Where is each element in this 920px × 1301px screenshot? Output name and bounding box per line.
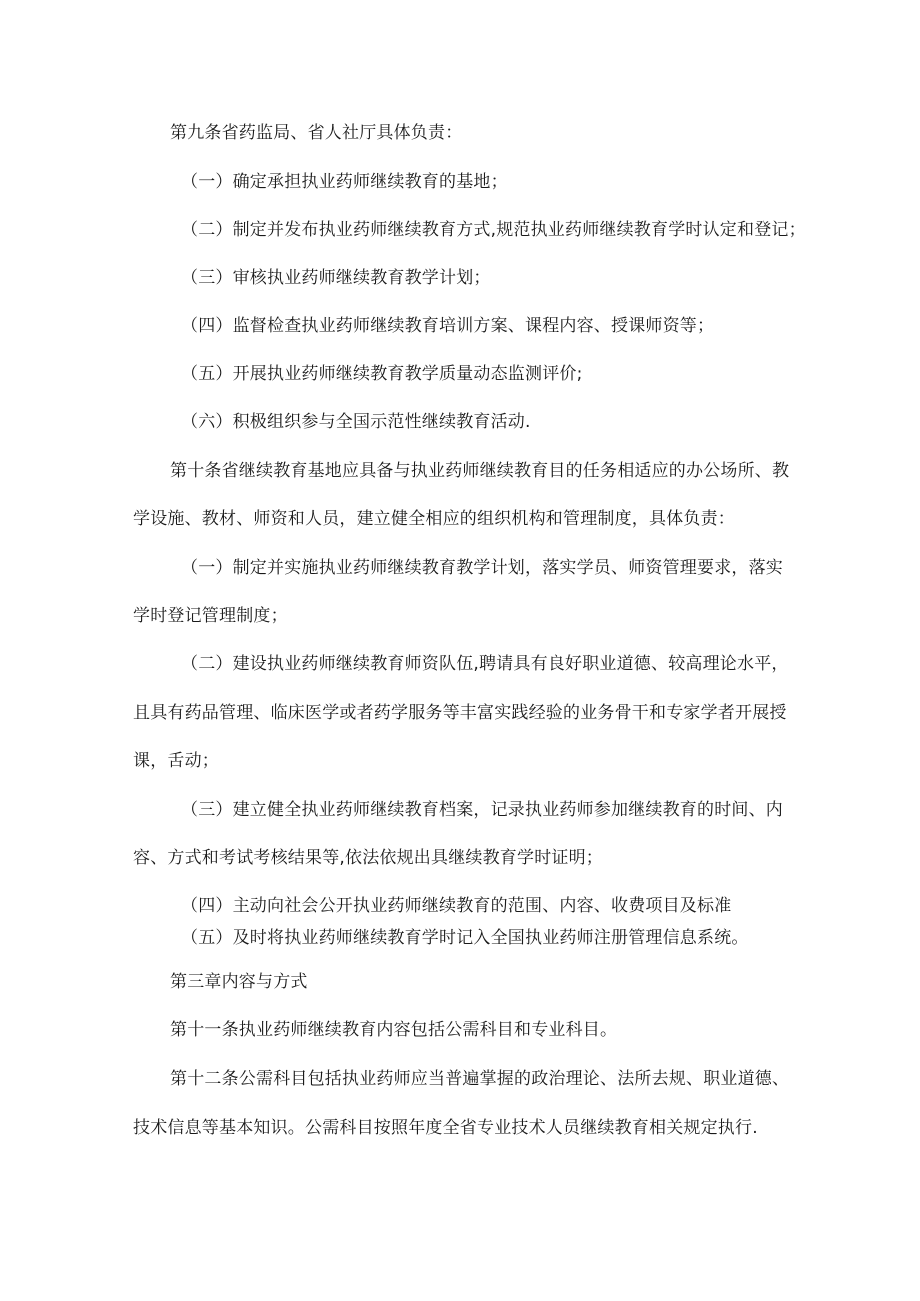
- article-10-item-1-line-2: 学时登记管理制度；: [133, 606, 288, 626]
- article-10-item-4: （四）主动向社会公开执业药师继续教育的范围、内容、收费项目及标准: [181, 896, 732, 916]
- article-10-item-3-line-1: （三）建立健全执业药师继续教育档案，记录执业药师参加继续教育的时间、内: [181, 800, 783, 820]
- article-12-line-2: 技术信息等基本知识。公需科目按照年度全省专业技术人员继续教育相关规定执行.: [133, 1118, 758, 1138]
- chapter-3-heading: 第三章内容与方式: [170, 972, 308, 992]
- article-9-item-3: （三）审核执业药师继续教育教学计划；: [181, 268, 491, 288]
- article-10-item-1-line-1: （一）制定并实施执业药师继续教育教学计划，落实学员、师资管理要求，落实: [181, 558, 783, 578]
- article-11: 第十一条执业药师继续教育内容包括公需科目和专业科目。: [170, 1020, 618, 1040]
- article-10-item-2-line-1: （二）建设执业药师继续教育师资队伍,聘请具有良好职业道德、较高理论水平，: [181, 654, 789, 674]
- article-10-paragraph-line-2: 学设施、教材、师资和人员，建立健全相应的组织机构和管理制度，具体负责：: [133, 509, 735, 529]
- article-10-item-2-line-2: 且具有药品管理、临床医学或者药学服务等丰富实践经验的业务骨干和专家学者开展授: [133, 703, 787, 723]
- article-9-item-2: （二）制定并发布执业药师继续教育方式,规范执业药师继续教育学时认定和登记；: [181, 220, 806, 240]
- article-12-line-1: 第十二条公需科目包括执业药师应当普遍掌握的政治理论、法所去规、职业道德、: [170, 1069, 790, 1089]
- article-9-item-4: （四）监督检查执业药师继续教育培训方案、课程内容、授课师资等；: [181, 316, 715, 336]
- article-9-heading: 第九条省药监局、省人社厅具体负责：: [170, 123, 463, 143]
- article-10-paragraph-line-1: 第十条省继续教育基地应具备与执业药师继续教育目的任务相适应的办公场所、教: [170, 461, 790, 481]
- article-10-item-5: （五）及时将执业药师继续教育学时记入全国执业药师注册管理信息系统。: [181, 928, 749, 948]
- article-10-item-2-line-3: 课，舌动；: [133, 751, 219, 771]
- article-9-item-1: （一）确定承担执业药师继续教育的基地；: [181, 172, 508, 192]
- article-10-item-3-line-2: 容、方式和考试考核结果等,依法依规出具继续教育学时证明；: [133, 848, 604, 868]
- article-9-item-5: （五）开展执业药师继续教育教学质量动态监测评价;: [181, 364, 583, 384]
- article-9-item-6: （六）积极组织参与全国示范性继续教育活动.: [181, 412, 531, 432]
